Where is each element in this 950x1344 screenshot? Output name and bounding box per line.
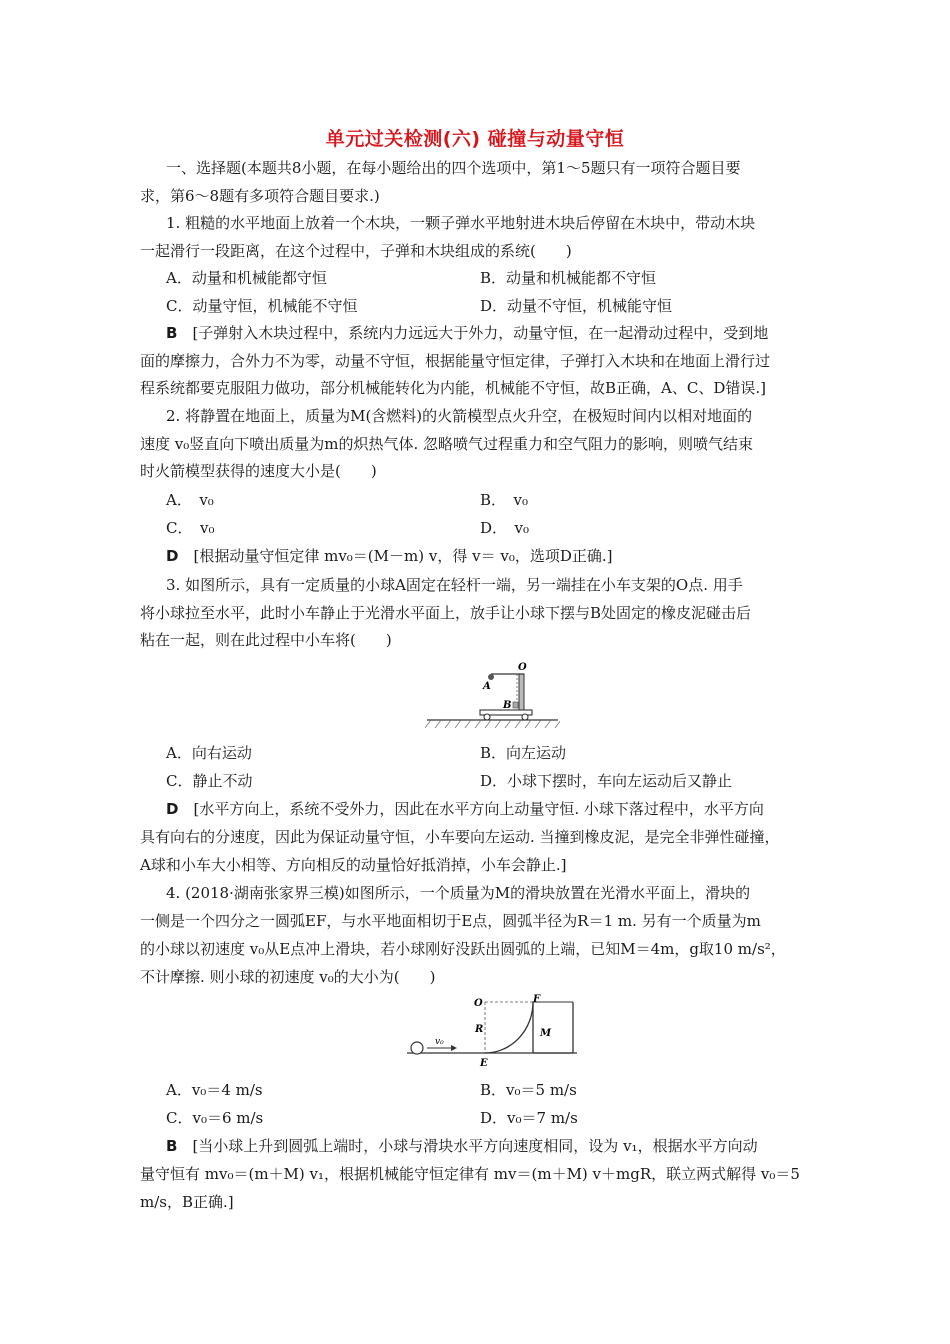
figure-label-f: F bbox=[533, 994, 541, 1005]
answer-letter: B bbox=[166, 1137, 178, 1155]
option-b: B．向左运动 bbox=[480, 744, 567, 762]
section-instruction: 求，第6～8题有多项符合题目要求.) bbox=[140, 187, 380, 205]
cart-pendulum-figure bbox=[425, 658, 560, 730]
page-title: 单元过关检测(六) 碰撞与动量守恒 bbox=[325, 128, 625, 150]
explanation-text: 面的摩擦力，合外力不为零，动量不守恒，根据能量守恒定律，子弹打入木块和在地面上滑行过 bbox=[140, 352, 771, 370]
figure-label-e: E bbox=[480, 1058, 488, 1069]
question-stem: 2. 将静置在地面上，质量为M(含燃料)的火箭模型点火升空，在极短时间内以相对地面的 bbox=[166, 407, 753, 425]
option-c: C．v₀＝6 m/s bbox=[166, 1109, 264, 1127]
answer-explanation bbox=[166, 546, 842, 566]
answer-letter: B bbox=[166, 324, 178, 342]
option-a: A． v₀ bbox=[166, 491, 214, 509]
answer-explanation bbox=[166, 323, 842, 343]
figure-label-o: O bbox=[474, 998, 483, 1009]
figure-label-o: O bbox=[518, 662, 527, 673]
answer-letter: D bbox=[166, 800, 179, 818]
answer-explanation bbox=[166, 1136, 842, 1156]
explanation-text: [子弹射入木块过程中，系统内力远远大于外力，动量守恒，在一起滑动过程中，受到地 bbox=[192, 324, 769, 342]
option-c: C．静止不动 bbox=[166, 772, 253, 790]
option-d: D．动量不守恒，机械能守恒 bbox=[480, 297, 673, 315]
explanation-text: 具有向右的分速度，因此为保证动量守恒，小车要向左运动. 当撞到橡皮泥，是完全非弹性碰撞， bbox=[140, 828, 780, 846]
option-d: D．v₀＝7 m/s bbox=[480, 1109, 578, 1127]
figure-label-r: R bbox=[475, 1024, 484, 1035]
section-instruction: 一、选择题(本题共8小题，在每小题给出的四个选项中，第1～5题只有一项符合题目要 bbox=[166, 159, 741, 177]
explanation-text: 程系统都要克服阻力做功，部分机械能转化为内能，机械能不守恒，故B正确，A、C、D错误.] bbox=[140, 379, 766, 397]
option-c: C．动量守恒，机械能不守恒 bbox=[166, 297, 358, 315]
option-d: D． v₀ bbox=[480, 519, 530, 537]
question-stem: 的小球以初速度 v₀从E点冲上滑块，若小球刚好没跃出圆弧的上端，已知M＝4m，g取10 m/s²， bbox=[140, 940, 786, 958]
figure-label-b: B bbox=[503, 700, 512, 711]
figure-label-m: M bbox=[540, 1028, 552, 1039]
answer-letter: D bbox=[166, 547, 179, 565]
explanation-text: [根据动量守恒定律 mv₀＝(M－m) v，得 v＝ v₀，选项D正确.] bbox=[193, 547, 613, 565]
question-stem: 时火箭模型获得的速度大小是( ) bbox=[140, 462, 377, 480]
option-a: A．向右运动 bbox=[166, 744, 252, 762]
explanation-text: [水平方向上，系统不受外力，因此在水平方向上动量守恒. 小球下落过程中，水平方向 bbox=[193, 800, 764, 818]
option-c: C． v₀ bbox=[166, 519, 215, 537]
option-b: B．动量和机械能都不守恒 bbox=[480, 269, 657, 287]
option-b: B． v₀ bbox=[480, 491, 529, 509]
slider-arc-figure bbox=[405, 994, 585, 1072]
question-stem: 4. (2018·湖南张家界三模)如图所示，一个质量为M的滑块放置在光滑水平面上，滑块的 bbox=[166, 884, 751, 902]
figure-label-v0: v₀ bbox=[435, 1037, 444, 1047]
figure-label-a: A bbox=[483, 681, 491, 692]
answer-explanation bbox=[166, 799, 842, 819]
explanation-text: A球和小车大小相等、方向相反的动量恰好抵消掉，小车会静止.] bbox=[140, 856, 567, 874]
question-stem: 一起滑行一段距离，在这个过程中，子弹和木块组成的系统( ) bbox=[140, 242, 572, 260]
question-stem: 将小球拉至水平，此时小车静止于光滑水平面上，放手让小球下摆与B处固定的橡皮泥碰击后 bbox=[140, 604, 752, 622]
question-stem: 3. 如图所示，具有一定质量的小球A固定在轻杆一端，另一端挂在小车支架的O点. 用手 bbox=[166, 576, 743, 594]
option-a: A．动量和机械能都守恒 bbox=[166, 269, 327, 287]
question-stem: 速度 v₀竖直向下喷出质量为m的炽热气体. 忽略喷气过程重力和空气阻力的影响，则喷气结束 bbox=[140, 435, 754, 453]
explanation-text: m/s，B正确.] bbox=[140, 1193, 234, 1211]
question-stem: 不计摩擦. 则小球的初速度 v₀的大小为( ) bbox=[140, 968, 436, 986]
option-d: D．小球下摆时，车向左运动后又静止 bbox=[480, 772, 733, 790]
option-b: B．v₀＝5 m/s bbox=[480, 1081, 577, 1099]
option-a: A．v₀＝4 m/s bbox=[166, 1081, 263, 1099]
explanation-text: 量守恒有 mv₀＝(m＋M) v₁，根据机械能守恒定律有 mv＝(m＋M) v＋mgR，联立两式解得 v₀＝5 bbox=[140, 1165, 800, 1183]
question-stem: 一侧是一个四分之一圆弧EF，与水平地面相切于E点，圆弧半径为R＝1 m. 另有一个质量为m bbox=[140, 912, 761, 930]
explanation-text: [当小球上升到圆弧上端时，小球与滑块水平方向速度相同，设为 v₁，根据水平方向动 bbox=[192, 1137, 758, 1155]
question-stem: 1. 粗糙的水平地面上放着一个木块，一颗子弹水平地射进木块后停留在木块中，带动木块 bbox=[166, 214, 756, 232]
question-stem: 粘在一起，则在此过程中小车将( ) bbox=[140, 631, 392, 649]
